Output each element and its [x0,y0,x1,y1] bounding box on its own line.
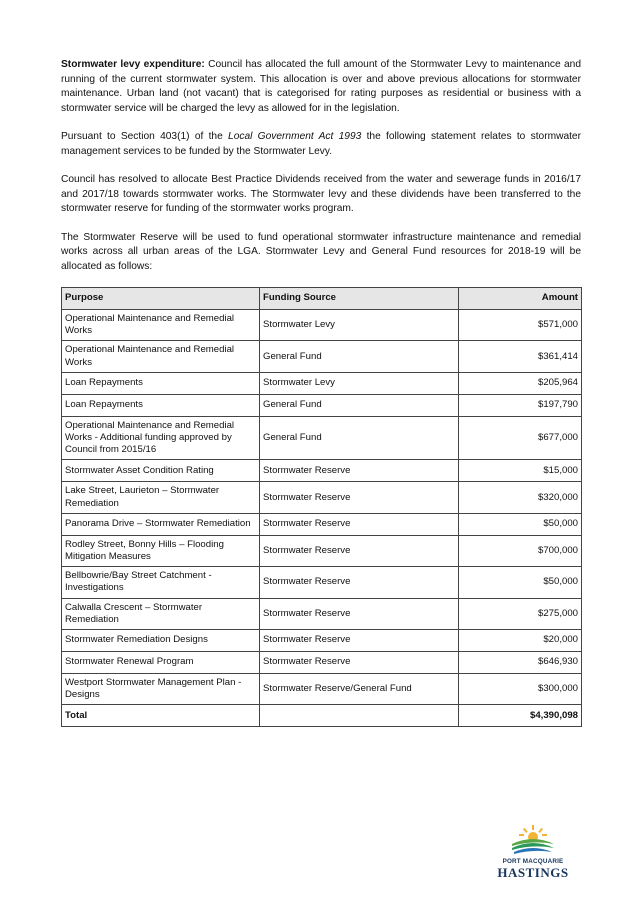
council-logo [496,822,570,882]
cell-purpose: Loan Repayments [62,372,260,394]
cell-purpose: Westport Stormwater Management Plan - Designs [62,674,260,705]
paragraph-text: Council has allocated the full amount of the Stormwater Levy to maintenance and running of the current stormwater system. This allocation is over and above previous allocations for stormwater maintenance. Urban land (not vacant) that is categorised for rating purposes as residential or business with a stormwater service will be charged the levy as allowed for in the legislation. [61,59,581,114]
cell-amount: $197,790 [459,394,582,416]
cell-purpose: Operational Maintenance and Remedial Works [62,341,260,372]
cell-source: General Fund [260,341,459,372]
cell-amount: $205,964 [459,372,582,394]
cell-source: Stormwater Reserve [260,460,459,482]
cell-source: Stormwater Reserve [260,598,459,629]
logo-line-2: HASTINGS [497,865,569,880]
paragraph-text: Pursuant to Section 403(1) of the [61,131,229,142]
cell-source: Stormwater Reserve [260,535,459,566]
table-row [62,416,582,460]
table-row [62,394,582,416]
table-row [62,535,582,566]
paragraph-reserve: The Stormwater Reserve will be used to fund operational stormwater infrastructure maintenance and remedial works across all urban areas of the LGA. Stormwater Levy and General Fund resources for 2018-19 will be allocated as follows: [61,231,581,272]
table-row [62,482,582,513]
cell-purpose: Stormwater Asset Condition Rating [62,460,260,482]
cell-source: Stormwater Reserve [260,630,459,652]
cell-amount: $275,000 [459,598,582,629]
table-row [62,310,582,341]
cell-source: Stormwater Reserve [260,513,459,535]
cell-amount: $320,000 [459,482,582,513]
total-source [260,705,459,727]
logo-line-1: PORT MACQUARIE [502,858,564,865]
table-row [62,630,582,652]
cell-source: Stormwater Levy [260,372,459,394]
table-row [62,341,582,372]
cell-amount: $361,414 [459,341,582,372]
cell-source: Stormwater Levy [260,310,459,341]
cell-amount: $700,000 [459,535,582,566]
table-total-row [62,705,582,727]
total-amount: $4,390,098 [459,705,582,727]
sun-waves-icon [496,822,570,858]
cell-purpose: Lake Street, Laurieton – Stormwater Remediation [62,482,260,513]
paragraph-dividends: Council has resolved to allocate Best Practice Dividends received from the water and sewerage funds in 2016/17 and 2017/18 towards stormwater works. The Stormwater levy and these dividends have been transferred to the stormwater reserve for funding of the stormwater works program. [61,174,581,214]
cell-purpose: Operational Maintenance and Remedial Works [62,310,260,341]
header-funding-source: Funding Source [260,288,459,310]
paragraph-text: the following statement relates to stormwater management services to be funded by the Stormwater Levy. [61,131,581,157]
allocation-table [61,287,582,727]
total-label: Total [62,705,260,727]
table-row [62,513,582,535]
act-name: Local Government Act 1993 [228,131,362,142]
header-purpose: Purpose [62,288,260,310]
table-row [62,598,582,629]
cell-purpose: Stormwater Renewal Program [62,652,260,674]
document-body [61,58,581,727]
cell-amount: $646,930 [459,652,582,674]
cell-source: Stormwater Reserve/General Fund [260,674,459,705]
table-row [62,652,582,674]
cell-source: Stormwater Reserve [260,652,459,674]
paragraph-heading: Stormwater levy expenditure: [61,59,205,70]
cell-purpose: Loan Repayments [62,394,260,416]
cell-amount: $571,000 [459,310,582,341]
cell-purpose: Stormwater Remediation Designs [62,630,260,652]
table-row [62,460,582,482]
cell-amount: $300,000 [459,674,582,705]
cell-source: General Fund [260,416,459,460]
table-row [62,372,582,394]
paragraph-section-403 [61,130,581,159]
cell-purpose: Rodley Street, Bonny Hills – Flooding Mitigation Measures [62,535,260,566]
cell-source: General Fund [260,394,459,416]
cell-amount: $677,000 [459,416,582,460]
table-row [62,674,582,705]
cell-amount: $50,000 [459,513,582,535]
cell-purpose: Panorama Drive – Stormwater Remediation [62,513,260,535]
cell-purpose: Operational Maintenance and Remedial Works - Additional funding approved by Council from 2015/16 [62,416,260,460]
table-header-row [62,288,582,310]
table-row [62,567,582,598]
cell-amount: $20,000 [459,630,582,652]
cell-amount: $15,000 [459,460,582,482]
paragraph-stormwater-levy [61,58,581,116]
cell-source: Stormwater Reserve [260,567,459,598]
cell-purpose: Bellbowrie/Bay Street Catchment - Investigations [62,567,260,598]
cell-source: Stormwater Reserve [260,482,459,513]
cell-amount: $50,000 [459,567,582,598]
cell-purpose: Calwalla Crescent – Stormwater Remediation [62,598,260,629]
header-amount: Amount [459,288,582,310]
